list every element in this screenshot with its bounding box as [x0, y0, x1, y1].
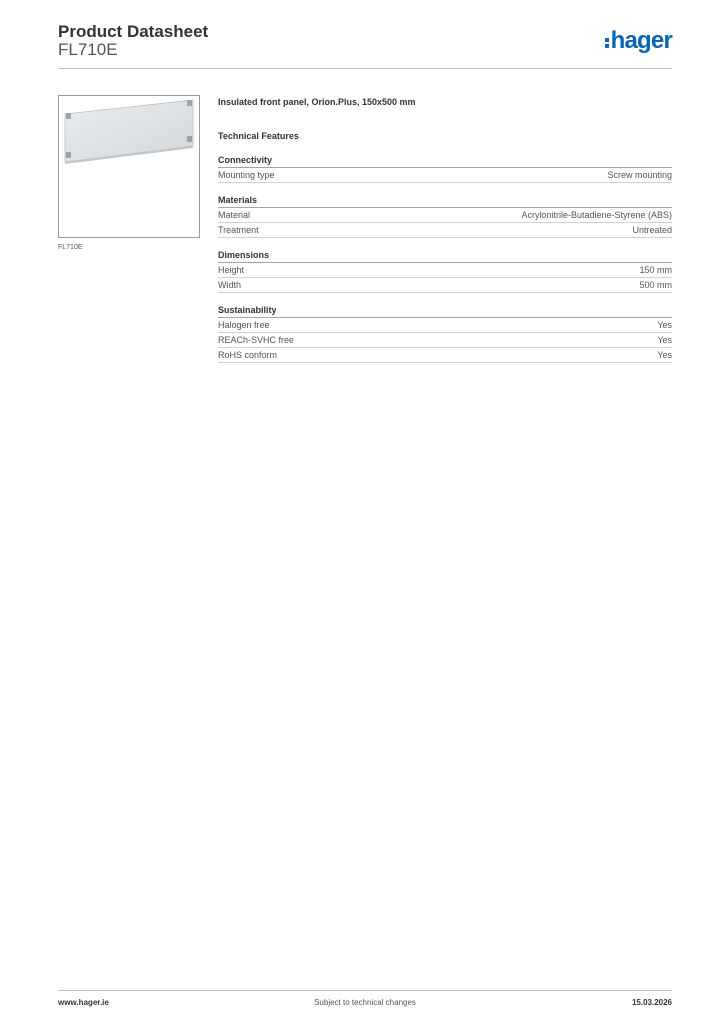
footer-website-link[interactable]: www.hager.ie	[58, 998, 109, 1007]
product-image	[58, 95, 200, 238]
spec-row	[218, 348, 672, 363]
section-materials	[218, 195, 672, 238]
page-header	[58, 22, 672, 68]
spec-row	[218, 278, 672, 293]
spec-row	[218, 333, 672, 348]
spec-value: Acrylonitrile-Butadiene-Styrene (ABS)	[521, 210, 672, 220]
spec-value: Yes	[657, 320, 672, 330]
section-dimensions	[218, 250, 672, 293]
spec-key: RoHS conform	[218, 350, 278, 360]
spec-value: Yes	[657, 350, 672, 360]
section-title: Sustainability	[218, 305, 672, 318]
spec-row	[218, 223, 672, 238]
spec-key: Material	[218, 210, 251, 220]
header-divider	[58, 68, 672, 69]
spec-value: Screw mounting	[607, 170, 672, 180]
spec-key: Halogen free	[218, 320, 270, 330]
spec-key: REACh-SVHC free	[218, 335, 295, 345]
spec-row	[218, 168, 672, 183]
spec-key: Mounting type	[218, 170, 275, 180]
section-connectivity	[218, 155, 672, 183]
logo-dots-icon	[605, 31, 609, 51]
spec-key: Treatment	[218, 225, 259, 235]
spec-row	[218, 263, 672, 278]
section-title: Connectivity	[218, 155, 672, 168]
spec-value: Yes	[657, 335, 672, 345]
technical-features-heading: Technical Features	[218, 131, 299, 141]
section-sustainability	[218, 305, 672, 363]
page-footer	[58, 998, 672, 1010]
front-panel-icon	[59, 96, 199, 237]
section-title: Dimensions	[218, 250, 672, 263]
footer-note: Subject to technical changes	[314, 998, 416, 1007]
product-code: FL710E	[58, 40, 118, 59]
spec-row	[218, 318, 672, 333]
spec-row	[218, 208, 672, 223]
document-title: Product Datasheet	[58, 22, 209, 41]
product-description: Insulated front panel, Orion.Plus, 150x500 mm	[218, 97, 416, 107]
footer-date: 15.03.2026	[631, 998, 672, 1007]
spec-key: Height	[218, 265, 245, 275]
image-caption: FL710E	[58, 244, 83, 251]
spec-key: Width	[218, 280, 242, 290]
logo-wordmark: hager	[610, 27, 672, 54]
spec-value: 150 mm	[639, 265, 672, 275]
spec-value: 500 mm	[639, 280, 672, 290]
footer-divider	[58, 990, 672, 991]
spec-value: Untreated	[632, 225, 672, 235]
spec-content	[218, 96, 672, 363]
hager-logo	[605, 28, 672, 54]
section-title: Materials	[218, 195, 672, 208]
